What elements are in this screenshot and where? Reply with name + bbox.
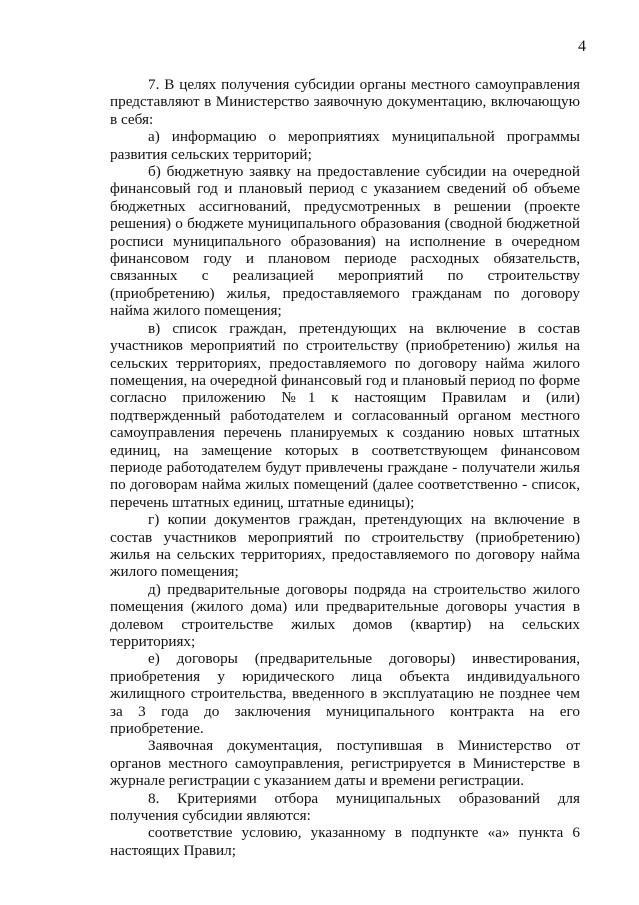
paragraph-criteria-condition: соответствие условию, указанному в подпункте «а» пункта 6 настоящих Правил;: [110, 824, 580, 859]
document-body: [110, 76, 580, 859]
paragraph-item-e: е) договоры (предварительные договоры) инвестирования, приобретения у юридического лица объекта индивидуального жилищного строительства, введенного в эксплуатацию не позднее чем за 3 года до заключения муниципального контракта на его приобретение.: [110, 650, 580, 738]
page-number: 4: [578, 38, 586, 55]
paragraph-registration: Заявочная документация, поступившая в Министерство от органов местного самоуправления, регистрируется в Министерстве в журнале регистрации с указанием даты и времени регистрации.: [110, 737, 580, 790]
paragraph-item-b: б) бюджетную заявку на предоставление субсидии на очередной финансовый год и плановый период с указанием сведений об объеме бюджетных ассигнований, предусмотренных в решении (проекте решения) о бюджете муниципального образования (сводной бюджетной росписи муниципального образования) на исполнение в очередном финансовом году и плановом периоде расходных обязательств, связанных с реализацией мероприятий по строительству (приобретению) жилья, предоставляемого гражданам по договору найма жилого помещения;: [110, 163, 580, 320]
paragraph-item-v: в) список граждан, претендующих на включение в состав участников мероприятий по строительству (приобретению) жилья на сельских территориях, предоставляемого по договору найма жилого помещения, на очередной финансовый год и плановый период по форме согласно приложению №1 к настоящим Правилам и (или) подтвержденный работодателем и согласованный органом местного самоуправления перечень планируемых к созданию новых штатных единиц, на замещение которых в соответствующем финансовом периоде работодателем будут привлечены граждане - получатели жилья по договорам найма жилых помещений (далее соответственно - список, перечень штатных единиц, штатные единицы);: [110, 319, 580, 511]
paragraph-7-intro: 7. В целях получения субсидии органы местного самоуправления представляют в Министерство заявочную документацию, включающую в себя:: [110, 76, 580, 128]
paragraph-item-d: д) предварительные договоры подряда на строительство жилого помещения (жилого дома) или предварительные договоры участия в долевом строительстве жилых домов (квартир) на сельских территориях;: [110, 580, 580, 650]
paragraph-8-criteria: 8. Критериями отбора муниципальных образований для получения субсидии являются:: [110, 789, 580, 825]
paragraph-item-g: г) копии документов граждан, претендующих на включение в состав участников мероприятий по строительству (приобретению) жилья на сельских территориях, предоставляемого по договору найма жилого помещения;: [110, 511, 580, 581]
paragraph-item-a: а) информацию о мероприятиях муниципальной программы развития сельских территорий;: [110, 128, 580, 163]
